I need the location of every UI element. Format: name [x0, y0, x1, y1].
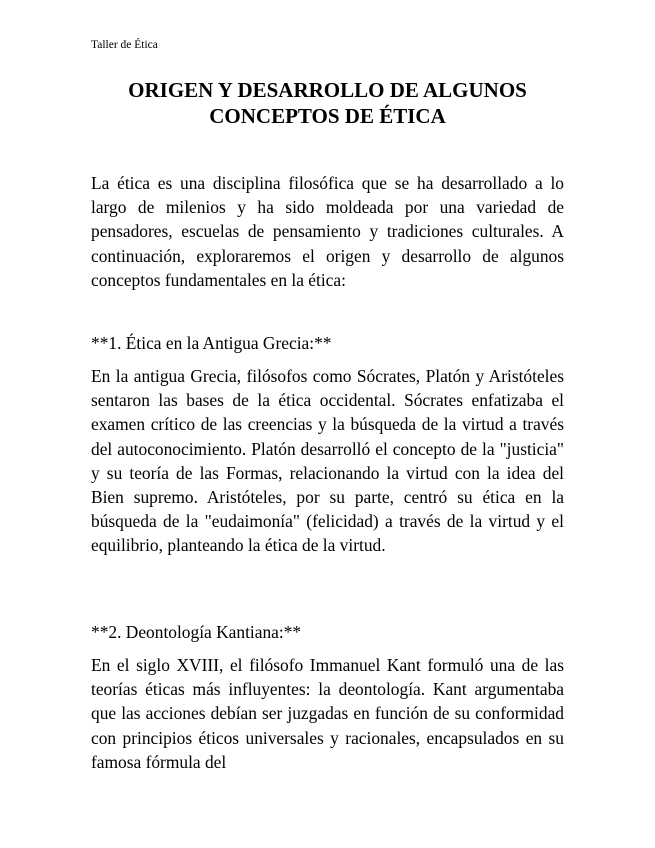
title-line-1: ORIGEN Y DESARROLLO DE ALGUNOS: [128, 78, 527, 102]
section-body-greece: En la antigua Grecia, filósofos como Sócrates, Platón y Aristóteles sentaron las bases de la ética occidental. Sócrates enfatizaba el examen crítico de las creencias y la búsqueda de la virtud a través del autoconocimiento. Platón desarrolló el concepto de la "justicia" y su teoría de las Formas, relacionando la virtud con la idea del Bien supremo. Aristóteles, por su parte, centró su ética en la búsqueda de la "eudaimonía" (felicidad) a través de la virtud y el equilibrio, planteando la ética de la virtud.: [91, 366, 564, 556]
section-heading-kant: **2. Deontología Kantiana:**: [91, 622, 302, 642]
title-line-2: CONCEPTOS DE ÉTICA: [209, 104, 446, 128]
section-heading-greece: **1. Ética en la Antigua Grecia:**: [91, 333, 332, 353]
running-header: Taller de Ética: [91, 39, 158, 51]
intro-paragraph: La ética es una disciplina filosófica que se ha desarrollado a lo largo de milenios y ha sido moldeada por una variedad de pensadores, escuelas de pensamiento y tradiciones culturales. A continuación, exploraremos el origen y desarrollo de algunos conceptos fundamentales en la ética:: [91, 173, 564, 290]
document-title: [91, 77, 564, 129]
section-body-kant: En el siglo XVIII, el filósofo Immanuel Kant formuló una de las teorías éticas más influyentes: la deontología. Kant argumentaba que las acciones debían ser juzgadas en función de su conformidad con principios éticos universales y racionales, encapsulados en su famosa fórmula del: [91, 655, 564, 772]
